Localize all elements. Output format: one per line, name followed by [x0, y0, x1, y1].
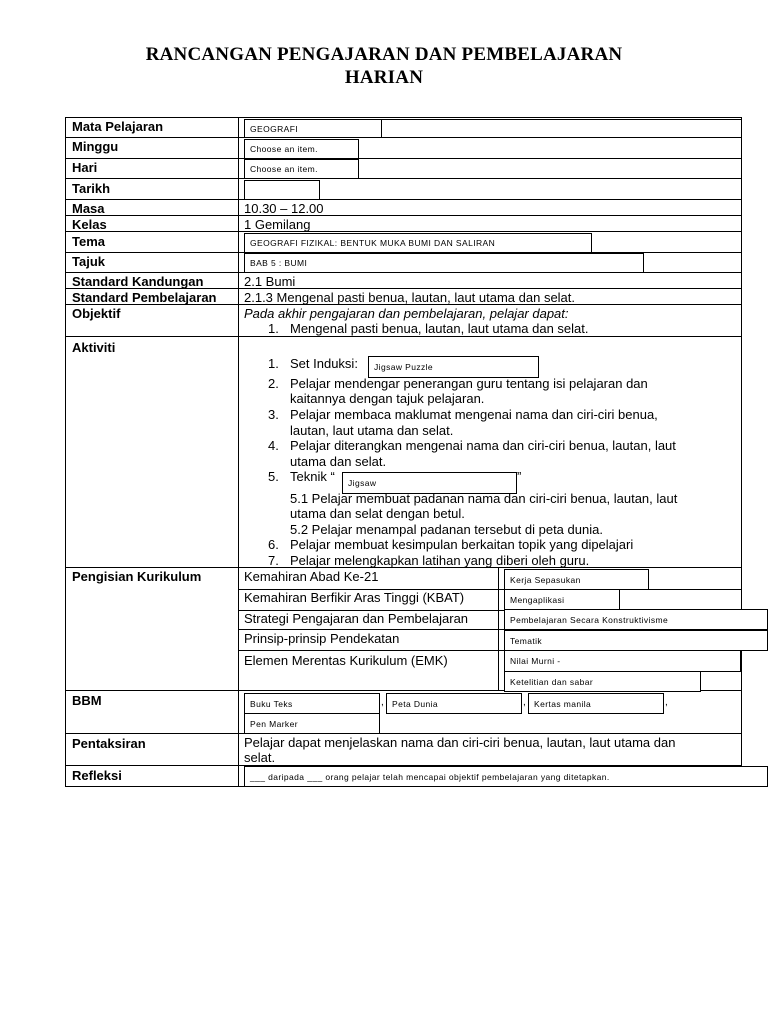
kurikulum-field-emk-nilai[interactable]: Ketelitian dan sabar: [504, 671, 701, 692]
label-tema: Tema: [72, 234, 105, 249]
objektif-intro: Pada akhir pengajaran dan pembelajaran, pelajar dapat:: [244, 306, 569, 321]
label-kelas: Kelas: [72, 217, 107, 232]
kurikulum-label-kbat: Kemahiran Berfikir Aras Tinggi (KBAT): [244, 590, 465, 605]
standard-kandungan-value: 2.1 Bumi: [244, 274, 296, 289]
label-tarikh: Tarikh: [72, 181, 111, 196]
label-pengisian-kurikulum: Pengisian Kurikulum: [72, 569, 202, 584]
set-induksi-label: Set Induksi:: [290, 356, 358, 371]
label-aktiviti: Aktiviti: [72, 340, 116, 355]
kurikulum-field-kbat[interactable]: Mengaplikasi: [504, 589, 620, 610]
aktiviti-6: Pelajar membuat kesimpulan berkaitan topik yang dipelajari: [290, 537, 634, 552]
kurikulum-label-emk: Elemen Merentas Kurikulum (EMK): [244, 653, 448, 668]
aktiviti-num-2: 2.: [268, 376, 279, 391]
label-tajuk: Tajuk: [72, 254, 105, 269]
kurikulum-field-emk[interactable]: Nilai Murni -: [504, 650, 741, 672]
masa-value: 10.30 – 12.00: [244, 201, 324, 216]
label-standard-pembelajaran: Standard Pembelajaran: [72, 290, 217, 305]
mata-pelajaran-extra-field[interactable]: [381, 119, 742, 138]
bbm-item-peta-dunia[interactable]: Peta Dunia: [386, 693, 522, 714]
aktiviti-num-4: 4.: [268, 438, 279, 453]
objektif-item-number: 1.: [268, 321, 279, 336]
label-bbm: BBM: [72, 693, 102, 708]
bbm-item-kertas-manila[interactable]: Kertas manila: [528, 693, 664, 714]
label-masa: Masa: [72, 201, 105, 216]
kurikulum-field-prinsip[interactable]: Tematik: [504, 630, 768, 651]
aktiviti-3-line-2: lautan, laut utama dan selat.: [290, 423, 454, 438]
kurikulum-field-abad-21[interactable]: Kerja Sepasukan: [504, 569, 649, 590]
set-induksi-field[interactable]: Jigsaw Puzzle: [368, 356, 539, 378]
aktiviti-5-1-line-2: utama dan selat dengan betul.: [290, 506, 465, 521]
teknik-field[interactable]: Jigsaw: [342, 472, 517, 494]
bbm-separator-1: ,: [381, 697, 384, 708]
tajuk-field[interactable]: BAB 5 : BUMI: [244, 253, 644, 273]
aktiviti-num-6: 6.: [268, 537, 279, 552]
refleksi-field[interactable]: ___ daripada ___ orang pelajar telah mencapai objektif pembelajaran yang ditetapkan.: [244, 766, 768, 787]
hari-dropdown[interactable]: Choose an item.: [244, 159, 359, 179]
kurikulum-field-strategi[interactable]: Pembelajaran Secara Konstruktivisme: [504, 609, 768, 630]
aktiviti-num-3: 3.: [268, 407, 279, 422]
kurikulum-label-prinsip: Prinsip-prinsip Pendekatan: [244, 631, 400, 646]
aktiviti-num-7: 7.: [268, 553, 279, 568]
kurikulum-label-strategi: Strategi Pengajaran dan Pembelajaran: [244, 611, 469, 626]
label-refleksi: Refleksi: [72, 768, 122, 783]
minggu-dropdown[interactable]: Choose an item.: [244, 139, 359, 159]
pentaksiran-line-1: Pelajar dapat menjelaskan nama dan ciri-ciri benua, lautan, laut utama dan: [244, 735, 676, 750]
tarikh-field[interactable]: [244, 180, 320, 200]
bbm-separator-3: ,: [665, 697, 668, 708]
label-mata-pelajaran: Mata Pelajaran: [72, 119, 164, 134]
teknik-close-quote: ”: [517, 469, 522, 484]
mata-pelajaran-field[interactable]: GEOGRAFI: [244, 119, 382, 138]
pentaksiran-line-2: selat.: [244, 750, 276, 765]
label-minggu: Minggu: [72, 139, 119, 154]
kurikulum-label-abad-21: Kemahiran Abad Ke-21: [244, 569, 379, 584]
aktiviti-num-1: 1.: [268, 356, 279, 371]
standard-pembelajaran-value: 2.1.3 Mengenal pasti benua, lautan, laut utama dan selat.: [244, 290, 576, 305]
bbm-item-pen-marker[interactable]: Pen Marker: [244, 713, 380, 734]
aktiviti-2-line-2: kaitannya dengan tajuk pelajaran.: [290, 391, 485, 406]
objektif-item-text: Mengenal pasti benua, lautan, laut utama dan selat.: [290, 321, 589, 336]
aktiviti-5-2: 5.2 Pelajar menampal padanan tersebut di peta dunia.: [290, 522, 603, 537]
bbm-separator-2: ,: [523, 697, 526, 708]
kelas-value: 1 Gemilang: [244, 217, 311, 232]
label-pentaksiran: Pentaksiran: [72, 736, 146, 751]
page-title: RANCANGAN PENGAJARAN DAN PEMBELAJARAN HARIAN: [145, 44, 623, 88]
teknik-label: Teknik “: [290, 469, 335, 484]
label-objektif: Objektif: [72, 306, 121, 321]
aktiviti-4-line-1: Pelajar diterangkan mengenai nama dan ciri-ciri benua, lautan, laut: [290, 438, 676, 453]
aktiviti-5-1-line-1: 5.1 Pelajar membuat padanan nama dan ciri-ciri benua, lautan, laut: [290, 491, 678, 506]
aktiviti-2-line-1: Pelajar mendengar penerangan guru tentang isi pelajaran dan: [290, 376, 648, 391]
aktiviti-7: Pelajar melengkapkan latihan yang diberi oleh guru.: [290, 553, 590, 568]
label-hari: Hari: [72, 160, 98, 175]
tema-field[interactable]: GEOGRAFI FIZIKAL: BENTUK MUKA BUMI DAN SALIRAN: [244, 233, 592, 253]
aktiviti-num-5: 5.: [268, 469, 279, 484]
label-standard-kandungan: Standard Kandungan: [72, 274, 204, 289]
aktiviti-4-line-2: utama dan selat.: [290, 454, 387, 469]
aktiviti-3-line-1: Pelajar membaca maklumat mengenai nama dan ciri-ciri benua,: [290, 407, 658, 422]
bbm-item-buku-teks[interactable]: Buku Teks: [244, 693, 380, 714]
